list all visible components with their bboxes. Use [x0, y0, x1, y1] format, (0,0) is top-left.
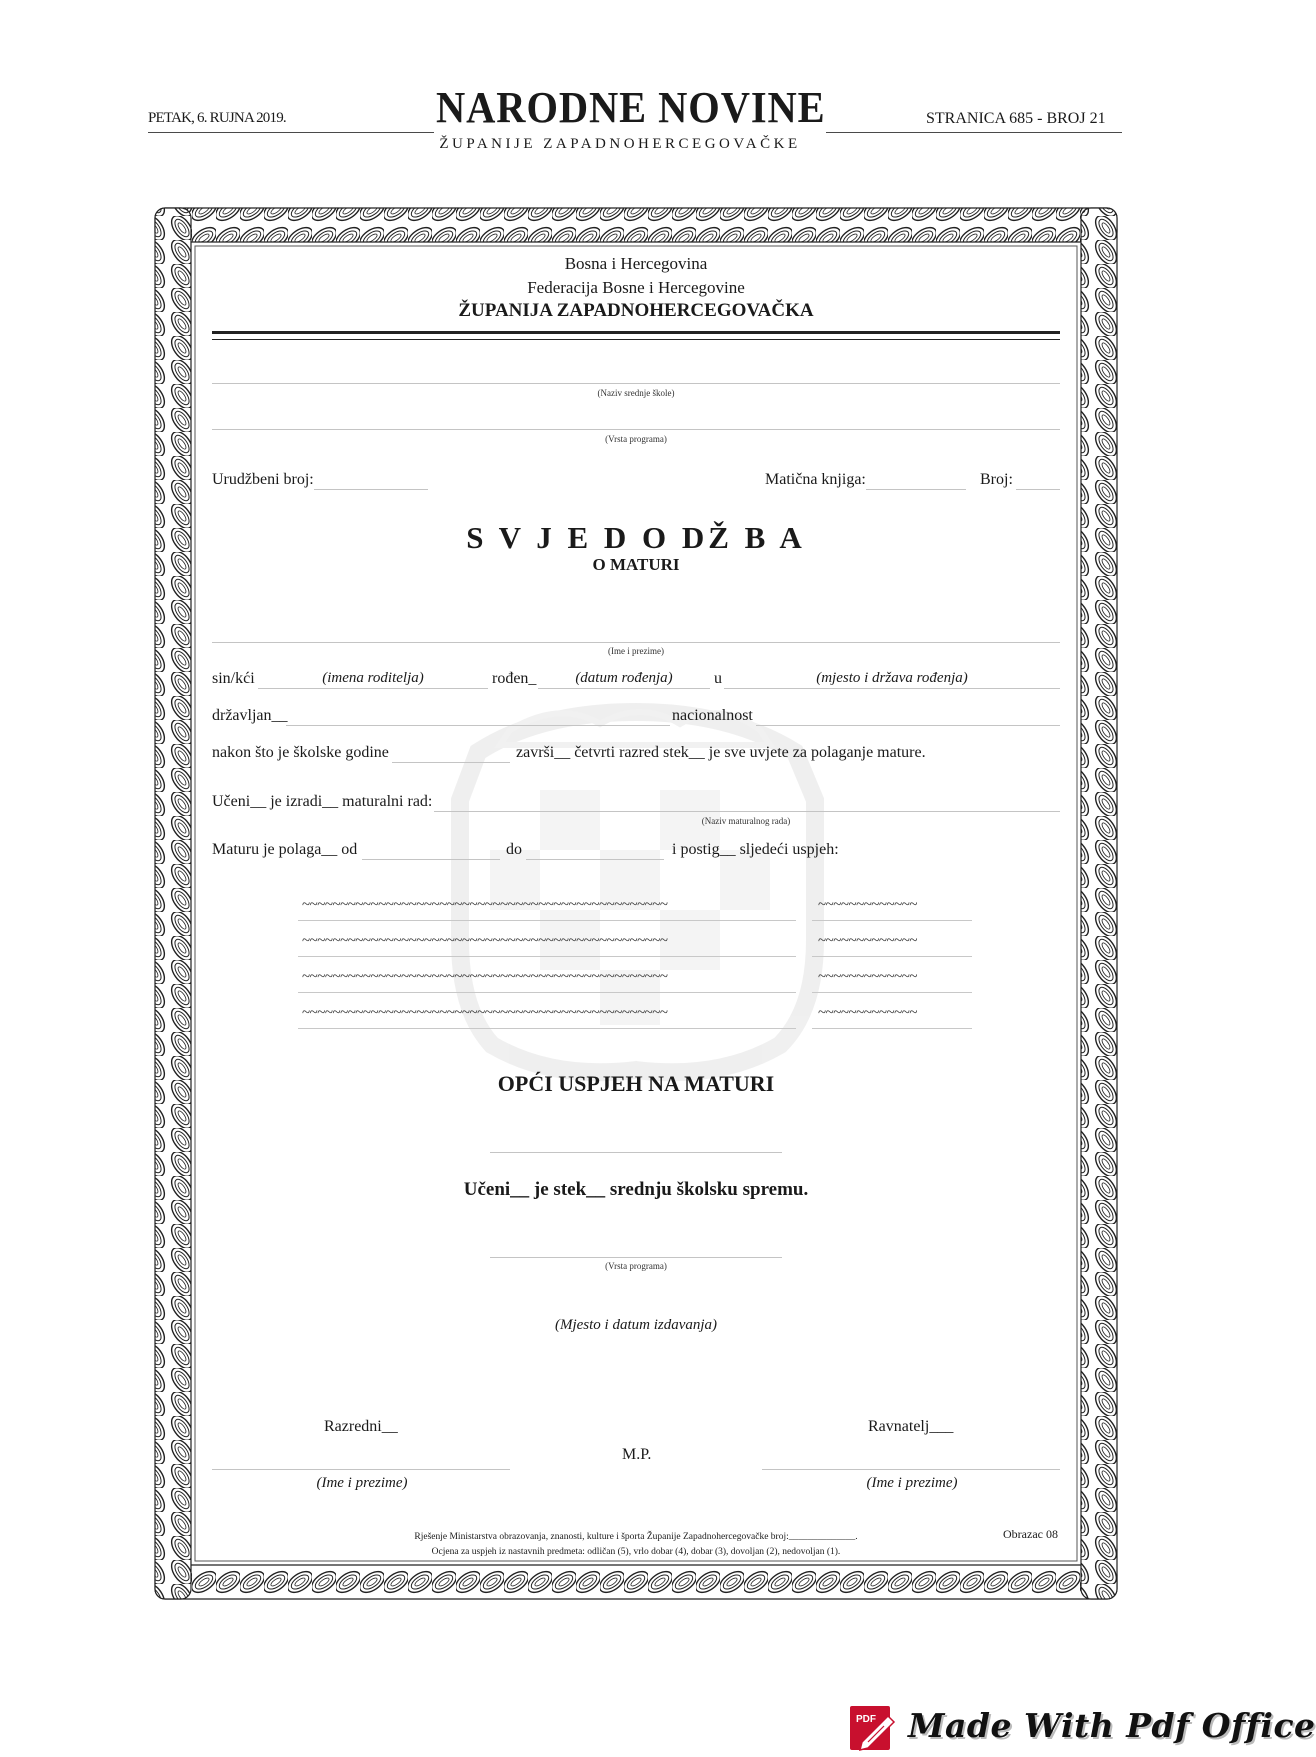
birthdate-hint: (datum rođenja)	[575, 670, 673, 686]
number-label: Broj:	[980, 471, 1013, 488]
exam-to-field[interactable]	[526, 859, 664, 860]
certificate-title: S V J E D O DŽ B A	[466, 520, 806, 555]
nationality-label: nacionalnost	[672, 707, 753, 724]
nationality-field[interactable]	[756, 725, 1060, 726]
subject-row-4[interactable]: ~~~~~~~~~~~~~~~~~~~~~~~~~~~~~~~~~~~~~~~~~~~~~~~~	[302, 1005, 668, 1021]
class-teacher-signature-line[interactable]	[212, 1469, 510, 1470]
thesis-label: Učeni__ je izradi__ maturalni rad:	[212, 793, 433, 810]
pdf-logo-text: PDF	[856, 1714, 876, 1725]
birthdate-field[interactable]	[538, 688, 710, 689]
place-date-hint: (Mjesto i datum izdavanja)	[554, 1317, 718, 1333]
grade-row-2[interactable]: ~~~~~~~~~~~~~	[818, 933, 917, 949]
achieved-label: i postig__ sljedeći uspjeh:	[672, 841, 839, 858]
ministry-footnote: Rješenje Ministarstva obrazovanja, znanosti, kulture i športa Županije Zapadnohercegovačke broj:______________.	[414, 1532, 858, 1542]
grade-row-1[interactable]: ~~~~~~~~~~~~~	[818, 897, 917, 913]
program-line-2[interactable]	[490, 1257, 782, 1258]
grade-row-3-line	[812, 992, 972, 993]
grade-row-1-line	[812, 920, 972, 921]
reg-number-label: Urudžbeni broj:	[212, 471, 314, 488]
masthead-page-info: STRANICA 685 - BROJ 21	[926, 110, 1106, 127]
subject-row-1[interactable]: ~~~~~~~~~~~~~~~~~~~~~~~~~~~~~~~~~~~~~~~~~~~~~~~~	[302, 897, 668, 913]
birthplace-field[interactable]	[724, 688, 1060, 689]
school-year-label: nakon što je školske godine	[212, 744, 389, 761]
grade-row-3[interactable]: ~~~~~~~~~~~~~	[818, 969, 917, 985]
subject-row-4-line	[298, 1028, 796, 1029]
overall-success-heading: OPĆI USPJEH NA MATURI	[497, 1071, 775, 1096]
preparation-text: Učeni__ je stek__ srednju školsku spremu.	[463, 1179, 809, 1200]
subject-row-3[interactable]: ~~~~~~~~~~~~~~~~~~~~~~~~~~~~~~~~~~~~~~~~~~~~~~~~	[302, 969, 668, 985]
principal-name-caption: (Ime i prezime)	[866, 1475, 958, 1491]
school-year-field[interactable]	[392, 762, 510, 763]
principal-signature-line[interactable]	[762, 1469, 1060, 1470]
parents-hint: (imena roditelja)	[322, 670, 424, 686]
born-label: rođen_	[492, 670, 537, 687]
header-canton: ŽUPANIJA ZAPADNOHERCEGOVAČKA	[458, 300, 814, 321]
header-country: Bosna i Hercegovina	[564, 254, 708, 273]
school-name-line[interactable]	[212, 383, 1060, 384]
masthead-title: NARODNE NOVINE	[436, 83, 826, 132]
form-code: Obrazac 08	[1003, 1527, 1058, 1541]
son-daughter-label: sin/kći	[212, 670, 255, 687]
thesis-field[interactable]	[434, 811, 1060, 812]
to-label: do	[506, 841, 522, 858]
name-line[interactable]	[212, 642, 1060, 643]
in-label: u	[714, 670, 722, 687]
pdf-office-badge	[844, 1700, 1316, 1754]
exam-label: Maturu je polaga__ od	[212, 841, 358, 858]
register-label: Matična knjiga:	[765, 471, 866, 488]
citizen-label: državljan__	[212, 707, 288, 724]
header-federation: Federacija Bosne i Hercegovine	[527, 278, 745, 297]
exam-from-field[interactable]	[362, 859, 500, 860]
thesis-caption: (Naziv maturalnog rada)	[701, 816, 791, 826]
subject-row-2-line	[298, 956, 796, 957]
subject-row-3-line	[298, 992, 796, 993]
name-caption: (Ime i prezime)	[608, 646, 664, 656]
grade-row-2-line	[812, 956, 972, 957]
citizen-field[interactable]	[286, 725, 670, 726]
class-teacher-label: Razredni__	[324, 1418, 398, 1435]
header-double-rule	[212, 331, 1060, 340]
school-name-caption: (Naziv srednje škole)	[597, 388, 675, 398]
principal-label: Ravnatelj___	[868, 1418, 954, 1435]
number-field[interactable]	[1016, 489, 1060, 490]
stamp-label: M.P.	[622, 1446, 652, 1463]
subject-row-1-line	[298, 920, 796, 921]
reg-number-field[interactable]	[314, 489, 428, 490]
pdf-office-logo-icon	[848, 1704, 900, 1752]
masthead-subtitle: ŽUPANIJE ZAPADNOHERCEGOVAČKE	[439, 136, 801, 152]
grading-footnote: Ocjena za uspjeh iz nastavnih predmeta: odličan (5), vrlo dobar (4), dobar (3), dovoljan (2), nedovoljan (1).	[431, 1547, 841, 1557]
register-field[interactable]	[866, 489, 966, 490]
class-teacher-name-caption: (Ime i prezime)	[316, 1475, 408, 1491]
subject-row-2[interactable]: ~~~~~~~~~~~~~~~~~~~~~~~~~~~~~~~~~~~~~~~~~~~~~~~~	[302, 933, 668, 949]
program-line[interactable]	[212, 429, 1060, 430]
masthead-date: PETAK, 6. RUJNA 2019.	[148, 110, 286, 126]
grade-row-4-line	[812, 1028, 972, 1029]
certificate-subtitle: O MATURI	[592, 555, 680, 574]
pdf-office-text: Made With Pdf Office	[908, 1706, 1316, 1745]
grade-row-4[interactable]: ~~~~~~~~~~~~~	[818, 1005, 917, 1021]
program-caption-2: (Vrsta programa)	[605, 1261, 667, 1271]
overall-success-field[interactable]	[490, 1152, 782, 1153]
finished-text: završi__ četvrti razred stek__ je sve uvjete za polaganje mature.	[516, 744, 926, 761]
birthplace-hint: (mjesto i država rođenja)	[816, 670, 968, 686]
program-caption: (Vrsta programa)	[605, 434, 667, 444]
parents-field[interactable]	[258, 688, 488, 689]
